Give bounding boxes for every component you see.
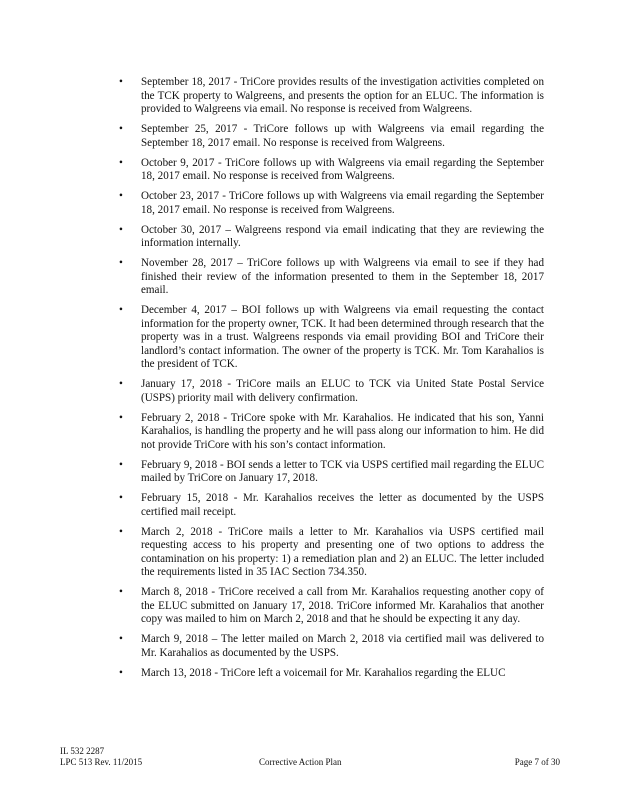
timeline-entry: • March 8, 2018 - TriCore received a call from Mr. Karahalios requesting another copy of the ELUC submitted on January 17, 2018. TriCore informed Mr. Karahalios that another copy was mailed to him on March 2, 2018 and that he should be expecting it any day. <box>0 586 618 627</box>
timeline-entry: • February 15, 2018 - Mr. Karahalios receives the letter as documented by the USPS certified mail receipt. <box>0 492 618 519</box>
timeline-entry: • March 2, 2018 - TriCore mails a letter to Mr. Karahalios via USPS certified mail requesting access to his property and presenting one of two options to address the contamination on his property: 1) a remediation plan and 2) an ELUC. The letter included the requirements listed in 35 IAC Section 734.350. <box>0 526 618 580</box>
timeline-entry: • February 2, 2018 - TriCore spoke with Mr. Karahalios. He indicated that his son, Yanni Karahalios, is handling the property and he will pass along our information to him. He did not provide TriCore with his son’s contact information. <box>0 412 618 453</box>
timeline-entry: • January 17, 2018 - TriCore mails an ELUC to TCK via United State Postal Service (USPS) priority mail with delivery confirmation. <box>0 378 618 405</box>
timeline-entry: • February 9, 2018 - BOI sends a letter to TCK via USPS certified mail regarding the ELUC mailed by TriCore on January 17, 2018. <box>0 459 618 486</box>
timeline-entry: • March 9, 2018 – The letter mailed on March 2, 2018 via certified mail was delivered to Mr. Karahalios as documented by the USPS. <box>0 633 618 660</box>
footer-form-rev: LPC 513 Rev. 11/2015 <box>60 756 143 767</box>
timeline-entry: • September 18, 2017 - TriCore provides results of the investigation activities completed on the TCK property to Walgreens, and presents the option for an ELUC. The information is provided to Walgreens via email. No response is received from Walgreens. <box>0 76 618 117</box>
timeline-entry: • October 23, 2017 - TriCore follows up with Walgreens via email regarding the September 18, 2017 email. No response is received from Walgreens. <box>0 190 618 217</box>
timeline-entry: • October 9, 2017 - TriCore follows up with Walgreens via email regarding the September 18, 2017 email. No response is received from Walgreens. <box>0 157 618 184</box>
timeline-entry: • October 30, 2017 – Walgreens respond via email indicating that they are reviewing the information internally. <box>0 224 618 251</box>
footer-form-info <box>60 746 142 767</box>
timeline-entry: • March 13, 2018 - TriCore left a voicemail for Mr. Karahalios regarding the ELUC <box>0 667 618 681</box>
timeline-list <box>0 76 618 687</box>
footer-form-id: IL 532 2287 <box>60 746 105 756</box>
timeline-entry: • November 28, 2017 – TriCore follows up with Walgreens via email to see if they had finished their review of the information presented to them in the September 18, 2017 email. <box>0 257 618 298</box>
footer-page-number: Page 7 of 30 <box>514 756 560 767</box>
timeline-entry: • December 4, 2017 – BOI follows up with Walgreens via email requesting the contact information for the property owner, TCK. It had been determined through research that the property was in a trust. Walgreens responds via email providing BOI and TriCore their landlord’s contact information. The owner of the property is TCK. Mr. Tom Karahalios is the president of TCK. <box>0 304 618 372</box>
footer-title: Corrective Action Plan <box>259 756 342 767</box>
timeline-entry: • September 25, 2017 - TriCore follows up with Walgreens via email regarding the September 18, 2017 email. No response is received from Walgreens. <box>0 123 618 150</box>
